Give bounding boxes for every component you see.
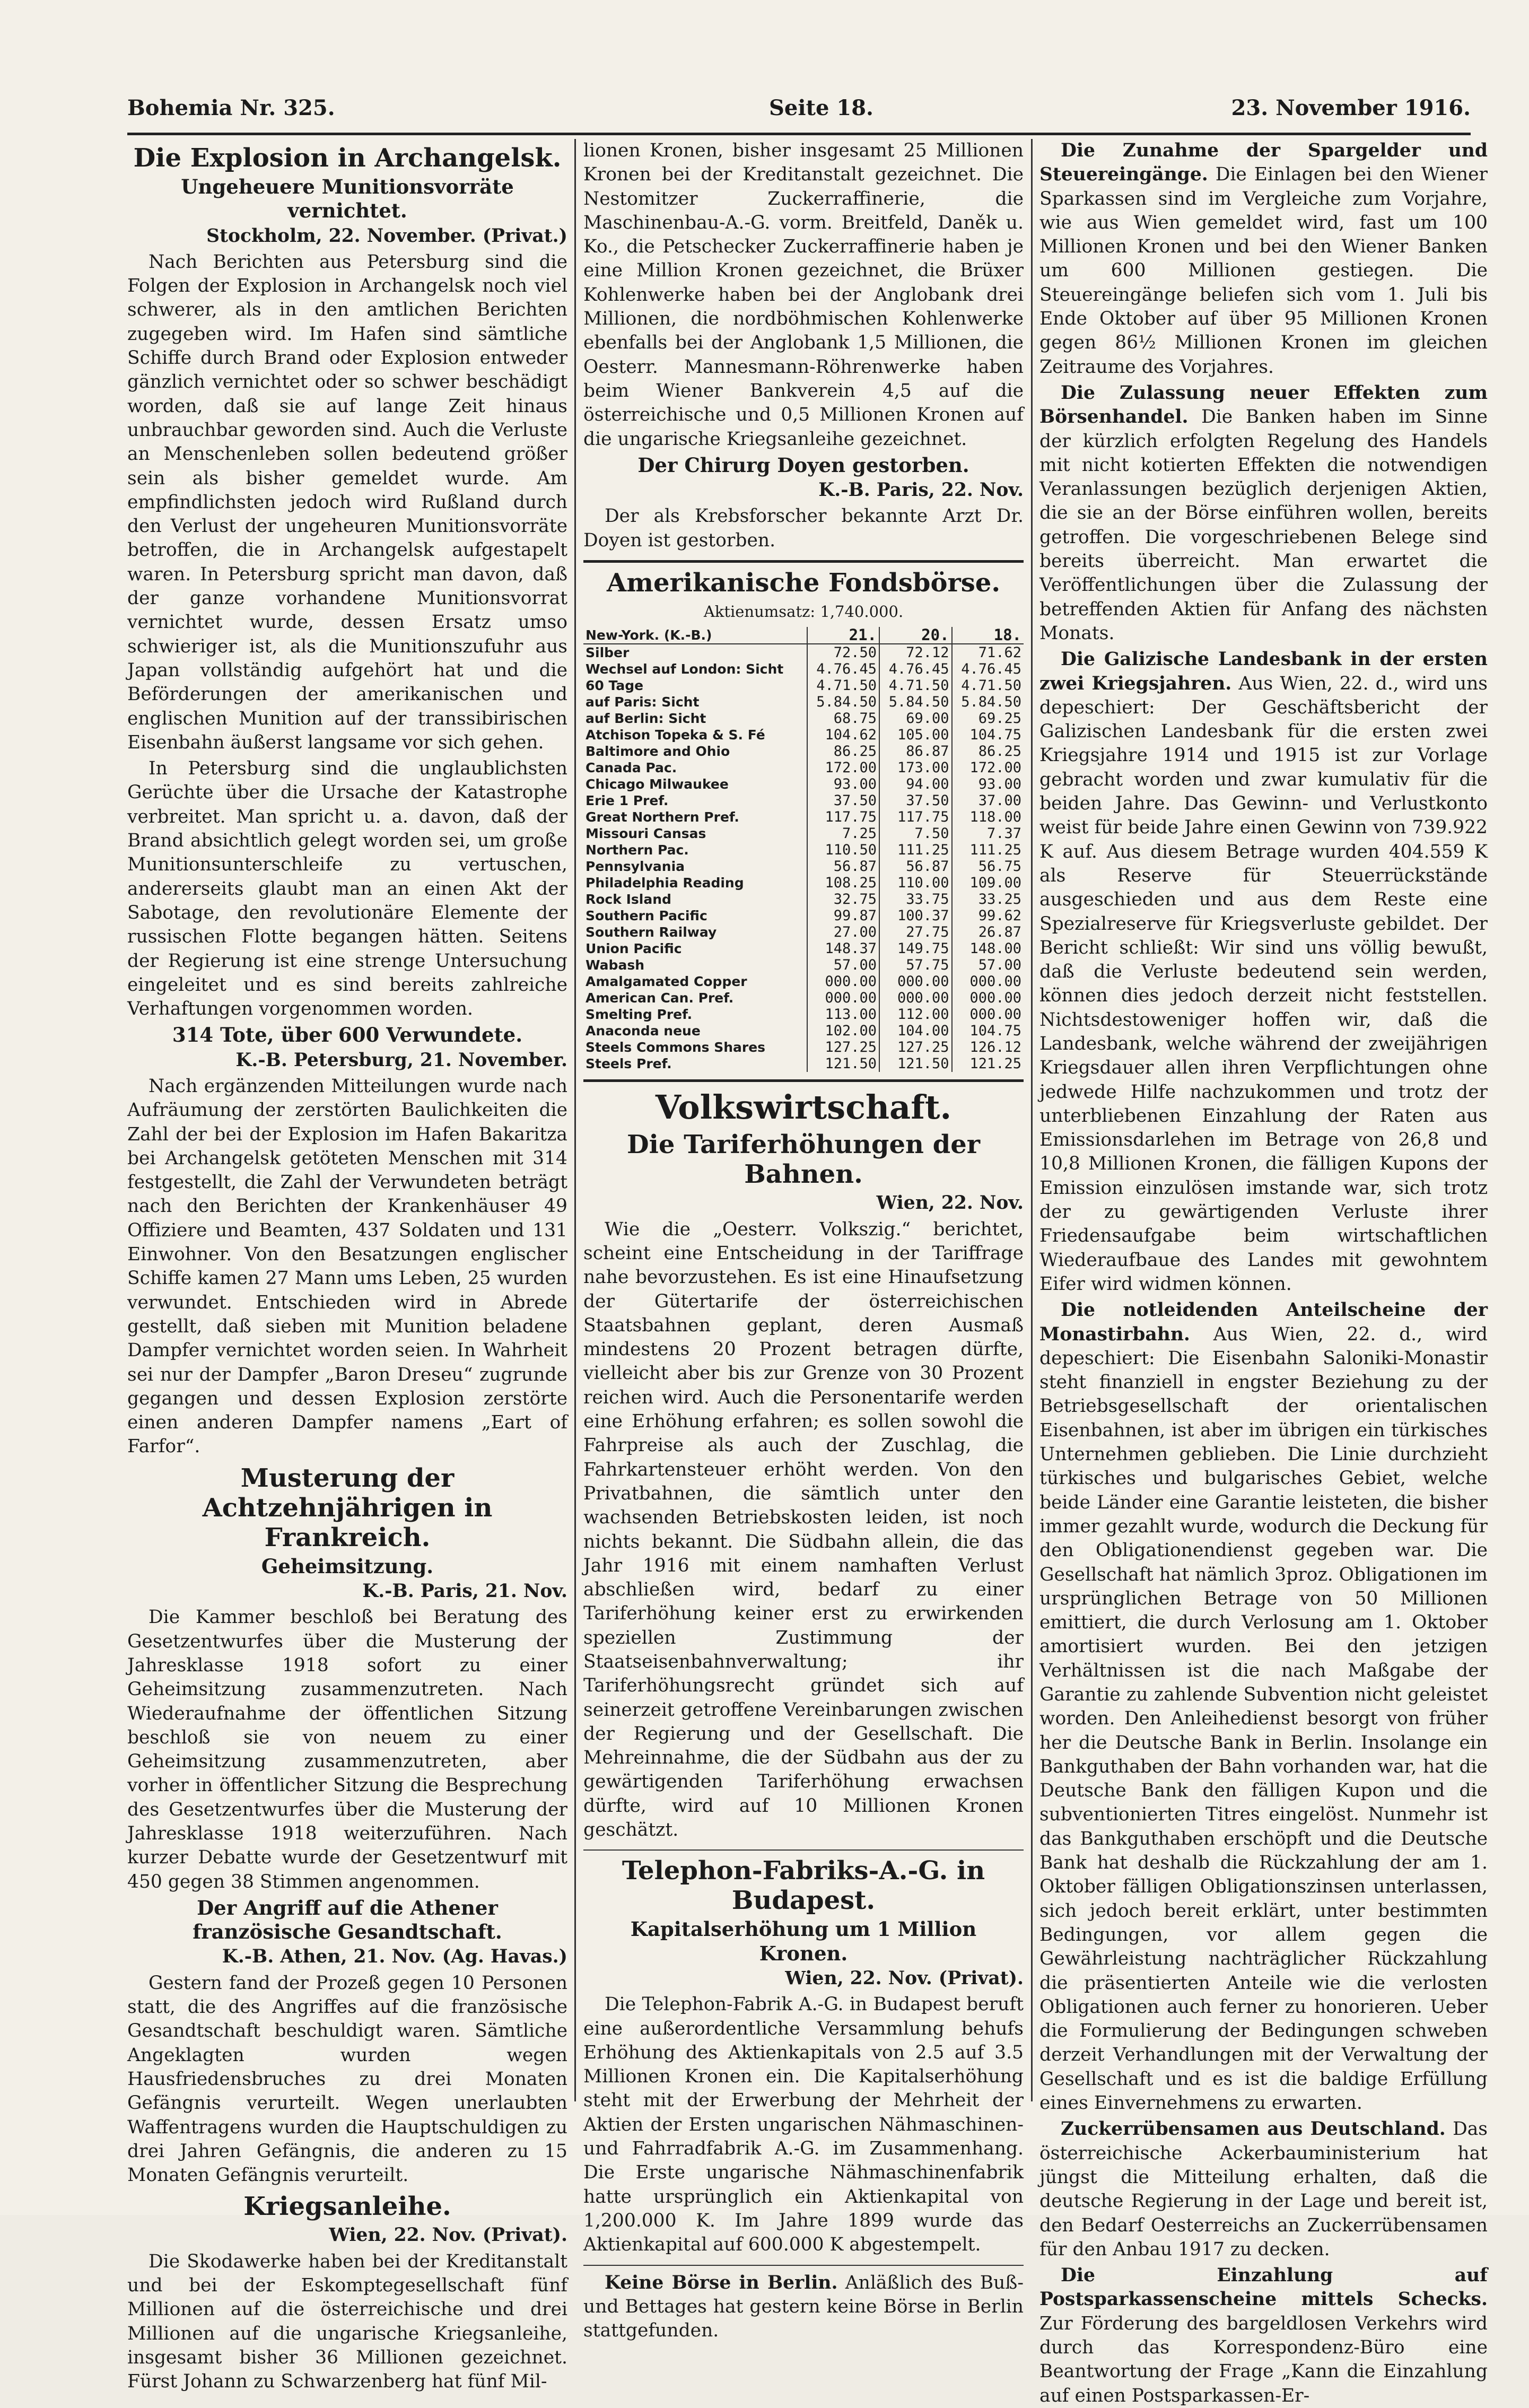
article-title: Die Explosion in Archangelsk.	[133, 143, 562, 173]
price-cell: 26.87	[952, 924, 1024, 940]
dateline: K.-B. Paris, 21. Nov.	[362, 1581, 567, 1602]
article-title: 314 Tote, über 600 Verwundete.	[172, 1023, 523, 1047]
dateline: Stockholm, 22. November. (Privat.)	[206, 225, 567, 247]
security-name: Philadelphia Reading	[586, 875, 744, 891]
price-cell: 110.50	[807, 842, 880, 858]
security-name: Great Northern Pref.	[586, 809, 739, 825]
price-cell: 57.75	[879, 957, 952, 973]
table-row	[583, 1006, 1024, 1023]
article-lead: Keine Börse in Berlin.	[605, 2272, 838, 2293]
security-name: Pennsylvania	[586, 859, 685, 875]
security-name: auf Berlin: Sicht	[586, 711, 706, 727]
price-cell: 109.00	[952, 875, 1024, 891]
dateline: Wien, 22. Nov. (Privat).	[329, 2224, 567, 2246]
section-title: Volkswirtschaft.	[655, 1088, 952, 1127]
security-name: auf Paris: Sicht	[586, 694, 700, 710]
table-row	[583, 710, 1024, 727]
table-row	[583, 924, 1024, 940]
article-paragraph	[1039, 2117, 1488, 2262]
column-rule-1	[574, 139, 576, 2101]
table-row	[583, 842, 1024, 858]
article-title: Der Angriff auf die Athener französische Gesandtschaft.	[193, 1896, 502, 1944]
security-name: Silber	[586, 645, 630, 661]
page-header	[127, 95, 1471, 127]
article-paragraph: Die Telephon-Fabrik A.-G. in Budapest beruft eine außerordentliche Versammlung behufs Erhöhung des Aktienkapitals von 2.5 auf 3.5 Millionen Kronen ein. Die Kapitalserhöhung steht mit der Erwerbung der Mehrheit der Aktien der Ersten ungarischen Nähmaschinen- und Fahrradfabrik A.-G. im Zusammenhang. Die Erste ungarische Nähmaschinenfabrik hatte ursprünglich ein Aktienkapital von 1,200.000 K. Im Jahre 1899 wurde das Aktienkapital auf 600.000 K abgestempelt.	[583, 1994, 1024, 2256]
security-name: Amalgamated Copper	[586, 974, 747, 990]
table-row	[583, 957, 1024, 973]
price-cell: 71.62	[952, 644, 1024, 661]
price-cell: 172.00	[807, 760, 880, 776]
article-lead: Die Zunahme der Spargelder und Steuereingänge.	[1039, 140, 1488, 186]
table-row	[583, 792, 1024, 809]
price-cell: 93.00	[807, 776, 880, 792]
price-cell: 4.71.50	[807, 677, 880, 694]
price-cell: 68.75	[807, 710, 880, 727]
security-name: Steels Pref.	[586, 1056, 672, 1072]
price-cell: 37.50	[879, 792, 952, 809]
price-cell: 104.00	[879, 1023, 952, 1039]
price-cell: 7.50	[879, 825, 952, 842]
article-paragraph: Der als Krebsforscher bekannte Arzt Dr. Doyen ist gestorben.	[583, 505, 1024, 551]
table-row	[583, 940, 1024, 957]
price-cell: 7.25	[807, 825, 880, 842]
price-cell: 69.25	[952, 710, 1024, 727]
article-paragraph	[1039, 648, 1488, 1296]
article-paragraph: lionen Kronen, bisher insgesamt 25 Millionen Kronen bei der Kreditanstalt gezeichnet. Die Nestomitzer Zuckerraffinerie, die Maschinenbau-A.-G. vorm. Breitfeld, Daněk u. Ko., die Petschecker Zuckerraffinerie haben je eine Million Kronen gezeichnet, die Brüxer Kohlenwerke haben bei der Anglobank drei Millionen, die nordböhmischen Kohlenwerke ebenfalls bei der Anglobank 1,5 Millionen, die Oesterr. Mannesmann-Röhrenwerke haben beim Wiener Bankverein 4,5 auf die österreichische und 0,5 Millionen Kronen auf die ungarische Kriegsanleihe gezeichnet.	[583, 140, 1024, 450]
article-text: Aus Wien, 22. d., wird uns depeschiert: Der Geschäftsbericht der Galizischen Landesbank für die ersten zwei Kriegsjahre 1914 und 1915 ist zur Vorlage gebracht worden und zwar kumulativ für die beiden Jahre. Das Gewinn- und Verlustkonto weist für beide Jahre einen Gewinn von 739.922 K auf. Aus diesem Betrage wurden 404.559 K als Reserve für Steuerrückstände ausgeschieden und aus dem Reste eine Spezialreserve für Kriegsverluste gebildet. Der Bericht schließt: Wir sind uns völlig bewußt, daß die Verluste bedeutend sein werden, können dies jedoch derzeit nicht feststellen. Nichtsdestoweniger hoffen wir, daß die Landesbank, welche während der zweijährigen Kriegsdauer allen ihren Verpflichtungen ohne jedwede Hilfe nachzukommen und trotz der unterbliebenen Einzahlung der Raten aus Emissionsdarlehen im Betrage von 26,8 und 10,8 Millionen Kronen, die fälligen Kupons der Emission einzulösen imstande war, sich trotz der zu gewärtigenden Verluste ihrer Friedensaufgabe beim wirtschaftlichen Wiederaufbaue des Landes mit gewohntem Eifer wird widmen können.	[1039, 673, 1488, 1295]
article-lead: Die notleidenden Anteilscheine der Monastirbahn.	[1039, 1299, 1488, 1345]
price-cell: 127.25	[807, 1039, 880, 1055]
security-name: Rock Island	[586, 892, 671, 908]
table-row	[583, 908, 1024, 924]
price-cell: 148.37	[807, 940, 880, 957]
security-name: Southern Pacific	[586, 908, 707, 924]
column-header: 21.	[807, 627, 880, 644]
price-cell: 37.00	[952, 792, 1024, 809]
price-cell: 69.00	[879, 710, 952, 727]
price-cell: 149.75	[879, 940, 952, 957]
article-text: Anläßlich des Buß- und Bettages hat gestern keine Börse in Berlin stattgefunden.	[583, 2272, 1024, 2342]
price-cell: 111.25	[879, 842, 952, 858]
table-row	[583, 973, 1024, 990]
article-lead: Die Zulassung neuer Effekten zum Börsenhandel.	[1039, 382, 1488, 428]
price-cell: 56.87	[879, 858, 952, 875]
price-cell: 72.12	[879, 644, 952, 661]
security-name: Wabash	[586, 957, 644, 973]
security-name: Chicago Milwaukee	[586, 777, 729, 792]
article-lead: Die Galizische Landesbank in der ersten zwei Kriegsjahren.	[1039, 649, 1488, 694]
table-row	[583, 743, 1024, 760]
article-paragraph	[1039, 1298, 1488, 2115]
price-cell: 33.25	[952, 891, 1024, 908]
price-cell: 126.12	[952, 1039, 1024, 1055]
security-name: Atchison Topeka & S. Fé	[586, 727, 765, 743]
security-name: Anaconda neue	[586, 1023, 701, 1039]
article-paragraph	[1039, 2264, 1488, 2408]
price-cell: 100.37	[879, 908, 952, 924]
security-name: Northern Pac.	[586, 842, 689, 858]
header-page-number: Seite 18.	[769, 95, 873, 120]
price-cell: 93.00	[952, 776, 1024, 792]
article-text: Die Einlagen bei den Wiener Sparkassen sind im Vergleiche zum Vorjahre, wie aus Wien gemeldet wird, fast um 100 Millionen Kronen und bei den Wiener Banken um 600 Millionen gestiegen. Die Steuereingänge beliefen sich vom 1. Juli bis Ende Oktober auf über 95 Millionen Kronen gegen 86½ Millionen Kronen im gleichen Zeitraume des Vorjahres.	[1039, 164, 1488, 378]
bourse-subtitle: Aktienumsatz: 1,740.000.	[703, 603, 904, 621]
price-cell: 5.84.50	[952, 694, 1024, 710]
bourse-table-body	[583, 644, 1024, 1072]
table-row	[583, 776, 1024, 792]
bourse-title: Amerikanische Fondsbörse.	[606, 568, 1001, 598]
column-1	[127, 139, 567, 2393]
price-cell: 000.00	[807, 990, 880, 1006]
header-paper-issue: Bohemia Nr. 325.	[127, 95, 335, 120]
article-title: Musterung der Achtzehnjährigen in Frankreich.	[202, 1463, 493, 1552]
security-name: Steels Commons Shares	[586, 1040, 766, 1055]
table-row	[583, 661, 1024, 677]
price-cell: 5.84.50	[807, 694, 880, 710]
price-cell: 112.00	[879, 1006, 952, 1023]
article-text: Die Banken haben im Sinne der kürzlich erfolgten Regelung des Handels mit nicht kotierten Effekten die notwendigen Veranlassungen bezüglich derjenigen Aktien, die sie an der Börse einführen wollen, bereits getroffen. Die vorgeschriebenen Belege sind bereits überreicht. Man erwartet die Veröffentlichungen über die Zulassung der betreffenden Aktien für Anfang des nächsten Monats.	[1039, 406, 1488, 644]
price-cell: 118.00	[952, 809, 1024, 825]
article-lead: Zuckerrübensamen aus Deutschland.	[1061, 2118, 1446, 2140]
price-cell: 110.00	[879, 875, 952, 891]
price-cell: 173.00	[879, 760, 952, 776]
price-cell: 7.37	[952, 825, 1024, 842]
section-rule	[583, 1079, 1024, 1082]
price-cell: 4.76.45	[807, 661, 880, 677]
security-name: Smelting Pref.	[586, 1007, 693, 1023]
price-cell: 4.71.50	[952, 677, 1024, 694]
price-cell: 32.75	[807, 891, 880, 908]
dateline: Wien, 22. Nov. (Privat).	[785, 1967, 1024, 1989]
article-subtitle: Kapitalserhöhung um 1 Million Kronen.	[630, 1917, 977, 1965]
article-rule	[583, 2265, 1024, 2266]
table-row	[583, 677, 1024, 694]
article-paragraph: Die Skodawerke haben bei der Kreditanstalt und bei der Eskomptegesellschaft fünf Millionen auf die österreichische und drei Millionen auf die ungarische Kriegsanleihe, insgesamt bisher 36 Millionen gezeichnet. Fürst Johann zu Schwarzenberg hat fünf Mil-	[127, 2250, 567, 2393]
table-row	[583, 858, 1024, 875]
price-cell: 108.25	[807, 875, 880, 891]
header-date: 23. November 1916.	[1231, 95, 1471, 120]
security-name: 60 Tage	[586, 678, 644, 694]
table-row	[583, 990, 1024, 1006]
column-rule-2	[1031, 139, 1033, 2101]
price-cell: 56.75	[952, 858, 1024, 875]
price-cell: 4.71.50	[879, 677, 952, 694]
security-name: Southern Railway	[586, 924, 717, 940]
price-cell: 111.25	[952, 842, 1024, 858]
table-row	[583, 644, 1024, 661]
article-lead: Die Einzahlung auf Postsparkassenscheine mittels Schecks.	[1039, 2265, 1488, 2310]
table-row	[583, 694, 1024, 710]
price-cell: 105.00	[879, 727, 952, 743]
article-paragraph	[1039, 139, 1488, 379]
security-name: Union Pacific	[586, 941, 682, 957]
table-row	[583, 809, 1024, 825]
dateline: Wien, 22. Nov.	[876, 1192, 1024, 1214]
article-paragraph: Nach ergänzenden Mitteilungen wurde nach Aufräumung der zerstörten Baulichkeiten die Zahl der bei der Explosion im Hafen Bakaritza bei Archangelsk getöteten Menschen mit 314 festgestellt, die Zahl der Verwundeten beträgt nach den Berichten der Krankenhäuser 49 Offiziere und Beamten, 437 Soldaten und 131 Einwohner. Von den Besatzungen englischer Schiffe kamen 27 Mann ums Leben, 25 wurden verwundet. Entschieden wird in Abrede gestellt, daß sieben mit Munition beladene Dampfer vernichtet worden seien. In Wahrheit sei nur der Dampfer „Baron Dreseu“ zugrunde gegangen und dessen Explosion zerstörte einen anderen Dampfer namens „Eart of Farfor“.	[127, 1075, 567, 1458]
security-name: Baltimore and Ohio	[586, 744, 730, 760]
price-cell: 94.00	[879, 776, 952, 792]
column-3	[1039, 139, 1488, 2406]
price-cell: 121.50	[807, 1055, 880, 1072]
price-cell: 113.00	[807, 1006, 880, 1023]
security-name: Wechsel auf London: Sicht	[586, 661, 784, 677]
price-cell: 000.00	[952, 973, 1024, 990]
column-header: 18.	[952, 627, 1024, 644]
price-cell: 72.50	[807, 644, 880, 661]
price-cell: 121.25	[952, 1055, 1024, 1072]
article-paragraph: Nach Berichten aus Petersburg sind die Folgen der Explosion in Archangelsk noch viel schwerer, als in den amtlichen Berichten zugegeben wird. Im Hafen sind sämtliche Schiffe durch Brand oder Explosion entweder gänzlich vernichtet oder so schwer beschädigt worden, daß sie auf lange Zeit hinaus unbrauchbar geworden sind. Auch die Verluste an Menschenleben sollen bedeutend größer sein als bisher gemeldet wurde. Am empfindlichsten jedoch wird Rußland durch den Verlust der ungeheuren Munitionsvorräte betroffen, die in Archangelsk aufgestapelt waren. In Petersburg spricht man davon, daß der ganze vorhandene Munitionsvorrat vernichtet wurde, dessen Ersatz umso schwieriger ist, als die Munitionszufuhr aus Japan vollständig aufgehört hat und die Beförderungen der amerikanischen und englischen Munition auf der transsibirischen Eisenbahn äußerst langsame vor sich gehen.	[127, 251, 567, 753]
security-name: American Can. Pref.	[586, 990, 734, 1006]
price-cell: 27.75	[879, 924, 952, 940]
table-row	[583, 760, 1024, 776]
price-cell: 4.76.45	[879, 661, 952, 677]
table-row	[583, 1055, 1024, 1072]
article-paragraph	[1039, 381, 1488, 645]
article-paragraph: Wie die „Oesterr. Volkszig.“ berichtet, scheint eine Entscheidung in der Tariffrage nahe bevorzustehen. Es ist eine Hinaufsetzung der Gütertarife der österreichischen Staatsbahnen geplant, deren Ausmaß mindestens 20 Prozent betragen dürfte, vielleicht aber bis zur Grenze von 30 Prozent reichen wird. Auch die Personentarife werden eine Erhöhung erfahren; es sollen sowohl die Fahrpreise als auch der Zuschlag, die Fahrkartensteuer erhöht werden. Von den Privatbahnen, die sämtlich unter den wachsenden Betriebskosten leiden, ist noch nichts bekannt. Die Südbahn allein, die das Jahr 1916 mit einem namhaften Verlust abschließen wird, bedarf zu einer Tariferhöhung keiner erst zu erwirkenden speziellen Zustimmung der Staatseisenbahnverwaltung; ihr Tariferhöhungsrecht gründet sich auf seinerzeit getroffene Vereinbarungen zwischen der Regierung und der Gesellschaft. Die Mehreinnahme, die der Südbahn aus der zu gewärtigenden Tariferhöhung erwachsen dürfte, wird auf 10 Millionen Kronen geschätzt.	[583, 1218, 1024, 1841]
table-row	[583, 825, 1024, 842]
table-header-row	[583, 627, 1024, 644]
article-text: Das österreichische Ackerbauministerium hat jüngst die Mitteilung erhalten, daß die deutsche Regierung in der Lage und bereit ist, den Bedarf Oesterreichs an Zuckerrübensamen für den Anbau 1917 zu decken.	[1039, 2118, 1488, 2260]
article-text: Zur Förderung des bargeldlosen Verkehrs wird durch das Korrespondenz-Büro eine Beantwortung der Frage „Kann die Einzahlung auf einen Postsparkassen-Er-	[1039, 2313, 1488, 2406]
price-cell: 102.00	[807, 1023, 880, 1039]
dateline: K.-B. Petersburg, 21. November.	[235, 1049, 567, 1071]
price-cell: 37.50	[807, 792, 880, 809]
article-rule	[583, 1849, 1024, 1851]
price-cell: 86.87	[879, 743, 952, 760]
price-cell: 000.00	[952, 990, 1024, 1006]
article-text: Aus Wien, 22. d., wird depeschiert: Die Eisenbahn Saloniki-Monastir steht finanziell in engster Beziehung zu der Betriebsgesellschaft der orientalischen Eisenbahnen, ist aber im übrigen ein türkisches Unternehmen geblieben. Die Linie durchzieht türkisches und bulgarisches Gebiet, welche beide Länder eine Garantie leisteten, die bisher immer gezahlt wurde, wodurch die Deckung für den Obligationendienst gegeben war. Die Gesellschaft hat nämlich 3proz. Obligationen im ursprünglichen Betrage von 50 Millionen emittiert, die durch Verlosung am 1. Oktober amortisiert wurden. Bei den jetzigen Verhältnissen ist die nach Maßgabe der Garantie zu zahlende Subvention nicht geleistet worden. Den Anleihedienst besorgt von früher her die Deutsche Bank in Berlin. Insolange ein Bankguthaben der Bahn vorhanden war, hat die Deutsche Bank den fälligen Kupon und die subventionierten Titres eingelöst. Nunmehr ist das Bankguthaben erschöpft und die Deutsche Bank hat deshalb die Rückzahlung der am 1. Oktober fälligen Obligationszinsen unterlassen, sich jedoch bereit erklärt, unter bestimmten Bedingungen, vor allem gegen die Gewährleistung nachträglicher Rückzahlung die präsentierten Anteile wie die verlosten Obligationen auch ferner zu honorieren. Ueber die Formulierung der Bedingungen schweben derzeit Verhandlungen mit der Verwaltung der Gesellschaft und es ist die baldige Erfüllung eines Einvernehmens zu erwarten.	[1039, 1323, 1488, 2114]
table-row	[583, 875, 1024, 891]
price-cell: 5.84.50	[879, 694, 952, 710]
article-title: Telephon-Fabriks-A.-G. in Budapest.	[622, 1856, 985, 1916]
price-cell: 127.25	[879, 1039, 952, 1055]
price-cell: 57.00	[807, 957, 880, 973]
article-paragraph: In Petersburg sind die unglaublichsten Gerüchte über die Ursache der Katastrophe verbreitet. Man spricht u. a. davon, daß der Brand absichtlich gelegt worden sei, um große Munitionsunterschleife zu vertuschen, andererseits glaubt man an einen Akt der Sabotage, den revolutionäre Elemente der russischen Flotte begangen hätten. Seitens der Regierung ist eine strenge Untersuchung eingeleitet und es sind bereits zahlreiche Verhaftungen vorgenommen worden.	[127, 758, 567, 1020]
article-paragraph: Gestern fand der Prozeß gegen 10 Personen statt, die des Angriffes auf die französische Gesandtschaft beschuldigt waren. Sämtliche Angeklagten wurden wegen Hausfriedensbruches zu drei Monaten Gefängnis verurteilt. Wegen unerlaubten Waffentragens wurden die Hauptschuldigen zu drei Jahren Gefängnis, die anderen zu 15 Monaten Gefängnis verurteilt.	[127, 1972, 567, 2186]
section-rule	[583, 560, 1024, 563]
price-cell: 33.75	[879, 891, 952, 908]
price-cell: 000.00	[952, 1006, 1024, 1023]
security-name: Erie 1 Pref.	[586, 793, 669, 809]
table-row	[583, 1039, 1024, 1055]
table-row	[583, 891, 1024, 908]
header-rule	[127, 133, 1471, 135]
price-cell: 86.25	[807, 743, 880, 760]
table-row	[583, 727, 1024, 743]
price-cell: 000.00	[879, 990, 952, 1006]
price-cell: 27.00	[807, 924, 880, 940]
price-cell: 86.25	[952, 743, 1024, 760]
article-title: Der Chirurg Doyen gestorben.	[637, 453, 969, 477]
price-cell: 121.50	[879, 1055, 952, 1072]
dateline: K.-B. Athen, 21. Nov. (Ag. Havas.)	[222, 1946, 567, 1968]
price-cell: 99.62	[952, 908, 1024, 924]
article-title: Die Tariferhöhungen der Bahnen.	[626, 1130, 981, 1190]
security-name: Canada Pac.	[586, 760, 677, 776]
column-header: New-York. (K.-B.)	[583, 627, 807, 644]
price-cell: 4.76.45	[952, 661, 1024, 677]
article-paragraph	[583, 2271, 1024, 2343]
article-paragraph: Die Kammer beschloß bei Beratung des Gesetzentwurfes über die Musterung der Jahresklasse 1918 sofort zu einer Geheimsitzung zusammenzutreten. Nach Wiederaufnahme der öffentlichen Sitzung beschloß sie von neuem zu einer Geheimsitzung zusammenzutreten, aber vorher in öffentlicher Sitzung die Besprechung des Gesetzentwurfes über die Musterung der Jahresklasse 1918 weiterzuführen. Nach kurzer Debatte wurde der Gesetzentwurf mit 450 gegen 38 Stimmen angenommen.	[127, 1607, 567, 1892]
column-2	[583, 139, 1024, 2342]
table-row	[583, 1023, 1024, 1039]
price-cell: 000.00	[807, 973, 880, 990]
price-cell: 57.00	[952, 957, 1024, 973]
price-cell: 99.87	[807, 908, 880, 924]
article-title: Kriegsanleihe.	[243, 2192, 451, 2222]
price-cell: 000.00	[879, 973, 952, 990]
column-header: 20.	[879, 627, 952, 644]
price-cell: 104.75	[952, 1023, 1024, 1039]
article-subtitle: Ungeheuere Munitionsvorräte vernichtet.	[181, 175, 514, 223]
bourse-table	[583, 627, 1024, 1072]
article-subtitle: Geheimsitzung.	[261, 1554, 434, 1578]
price-cell: 117.75	[879, 809, 952, 825]
price-cell: 117.75	[807, 809, 880, 825]
price-cell: 104.62	[807, 727, 880, 743]
price-cell: 104.75	[952, 727, 1024, 743]
price-cell: 172.00	[952, 760, 1024, 776]
price-cell: 148.00	[952, 940, 1024, 957]
dateline: K.-B. Paris, 22. Nov.	[818, 479, 1024, 501]
price-cell: 56.87	[807, 858, 880, 875]
security-name: Missouri Cansas	[586, 826, 706, 842]
